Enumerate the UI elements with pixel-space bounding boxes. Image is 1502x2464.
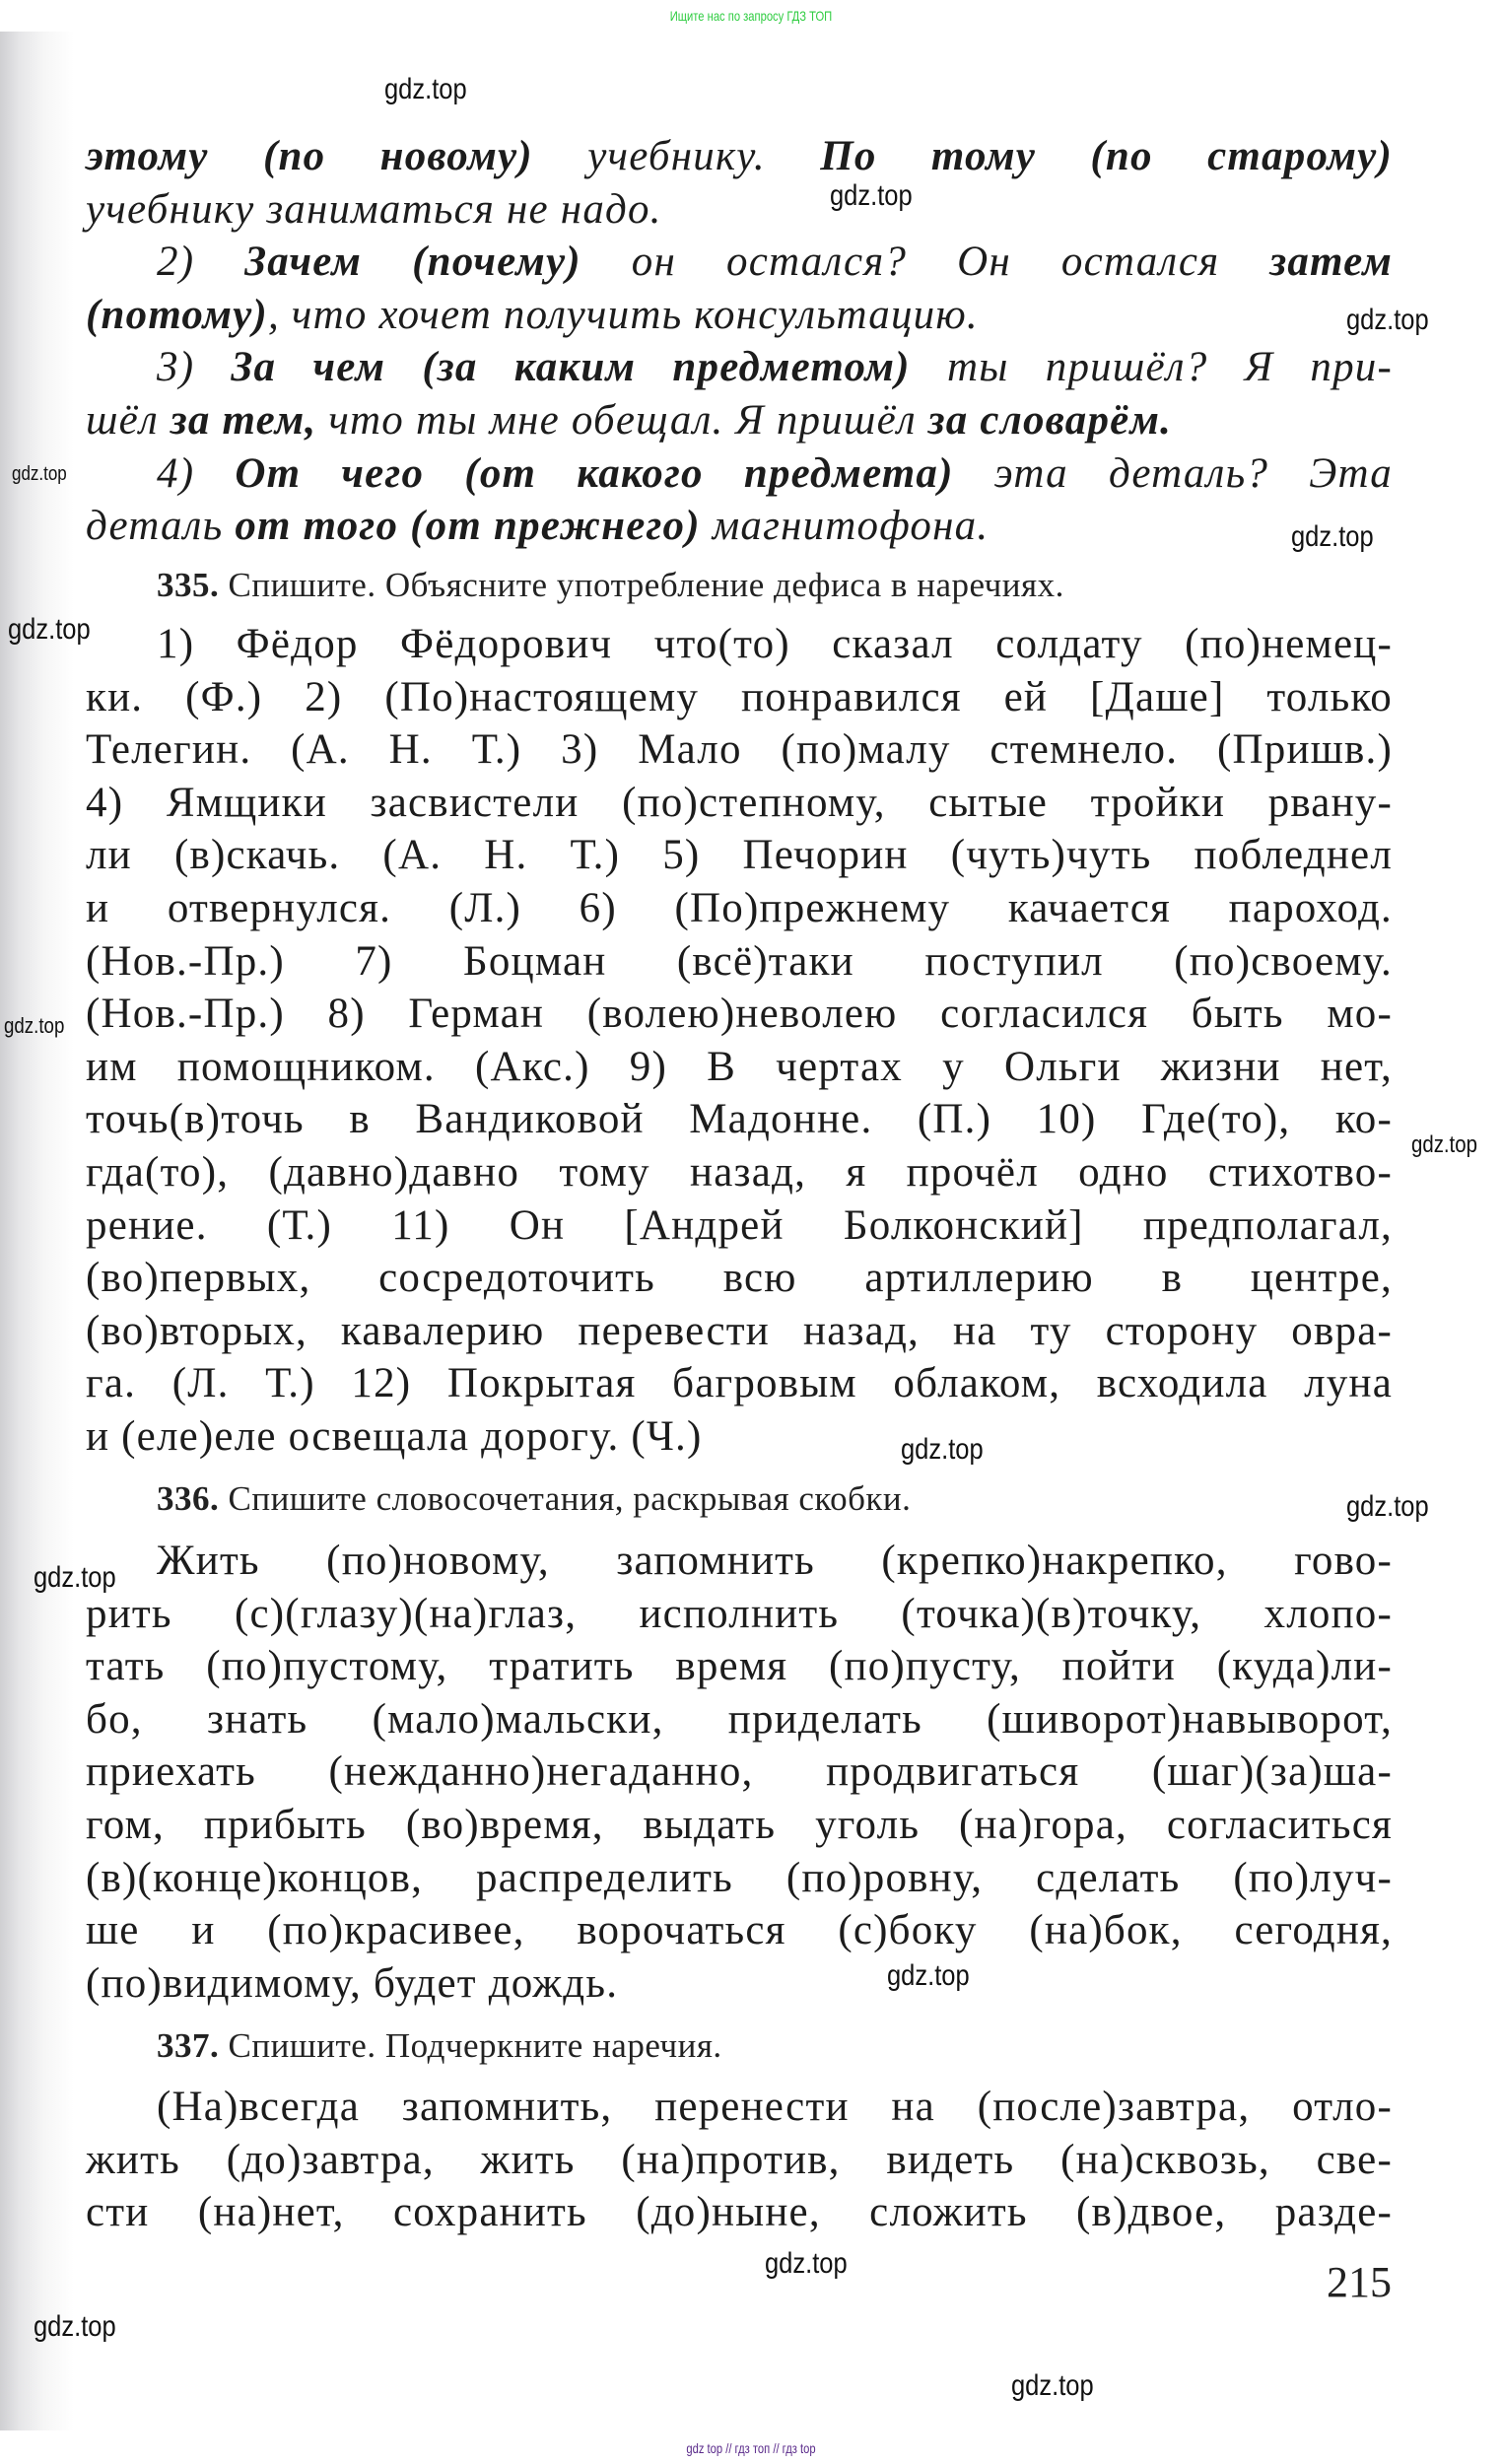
exercise-task: Спишите. Объясните употребление дефиса в наречиях. [228,566,1064,604]
text-line: (во)вторых, кавалерию перевести назад, на ту сторону овра- [86,1307,1393,1354]
text-line [86,130,1393,183]
watermark: gdz.top [8,613,91,646]
text-segment: эта деталь? Эта [953,449,1393,497]
highlighted-adverb: По тому (по старому) [820,133,1393,179]
text-line [86,289,1393,342]
text-line: (по)видимому, будет дождь. [86,1959,619,2007]
exercise-task: Спишите словосочетания, раскрывая скобки. [228,1479,912,1518]
highlighted-adverb: Зачем (почему) [244,239,581,286]
exercise-number: 336. [157,1479,220,1518]
text-line: и (еле)еле освещала дорогу. (Ч.) [86,1412,703,1460]
text-line: ли (в)скачь. (А. Н. Т.) 5) Печорин (чуть)чуть побледнел [86,832,1393,879]
text-line: и отвернулся. (Л.) 6) (По)прежнему качается пароход. [86,884,1393,931]
text-line: ки. (Ф.) 2) (По)настоящему понравился ей [Даше] только [86,673,1393,720]
search-hint-banner: Ищите нас по запросу ГДЗ ТОП [669,8,833,24]
watermark: gdz.top [4,1013,65,1038]
text-line: гда(то), (давно)давно тому назад, я прочёл одно стихотво- [86,1148,1393,1196]
exercise-336-text [86,1535,1393,2010]
page-number: 215 [1327,2258,1392,2306]
text-line: (в)(конце)концов, распределить (по)ровну, сделать (по)луч- [86,1854,1393,1901]
text-line: 1) Фёдор Фёдорович что(то) сказал солдату (по)немец- [157,621,1393,667]
text-line: 4) Ямщики засвистели (по)степному, сытые тройки рвану- [86,779,1393,826]
watermark: gdz.top [384,73,467,105]
highlighted-adverb: затем [1269,239,1393,286]
highlighted-adverb: От чего (от какого предмета) [235,449,954,497]
watermark: gdz.top [901,1433,984,1466]
watermark: gdz.top [765,2247,848,2280]
text-line: рение. (Т.) 11) Он [Андрей Болконский] предполагал, [86,1201,1393,1249]
intro-examples-block [86,130,1393,553]
text-line: сти (на)нет, сохранить (до)ныне, сложить (в)двое, разде- [86,2189,1393,2236]
text-segment: 4) [157,449,236,497]
text-line: (во)первых, сосредоточить всю артиллерию в центре, [86,1255,1393,1302]
text-line [86,394,1393,447]
text-line [86,447,1393,501]
text-line: точь(в)точь в Вандиковой Мадонне. (П.) 10) Где(то), ко- [86,1096,1393,1143]
highlighted-adverb: (потому) [86,291,268,338]
text-segment: магнитофона. [700,503,990,550]
text-line [86,500,1393,553]
footer-watermark-links: gdz top // гдз топ // гдз top [686,2440,816,2456]
exercise-number: 335. [157,566,220,604]
text-line: рить (с)(глазу)(на)глаз, исполнить (точка)(в)точку, хлопо- [86,1590,1393,1637]
text-line: жить (до)завтра, жить (на)против, видеть (на)сквозь, све- [86,2136,1393,2183]
text-line: гом, прибыть (во)время, выдать уголь (на)гора, согласиться [86,1801,1393,1848]
watermark: gdz.top [1291,520,1374,553]
text-line: приехать (нежданно)негаданно, продвигаться (шаг)(за)ша- [86,1748,1393,1796]
highlighted-adverb: этому (по новому) [86,133,533,179]
exercise-336-heading [157,1472,911,1526]
watermark: gdz.top [1346,304,1429,336]
exercise-337-heading [157,2019,722,2073]
text-line: тать (по)пустому, тратить время (по)пусту, пойти (куда)ли- [86,1643,1393,1690]
watermark: gdz.top [887,1959,970,1992]
text-segment: деталь [86,503,236,550]
watermark: gdz.top [34,2310,116,2343]
exercise-335-heading [157,559,1064,612]
text-line [86,236,1393,289]
watermark: gdz.top [830,179,913,212]
watermark: gdz.top [12,463,67,485]
text-line: (Нов.-Пр.) 7) Боцман (всё)таки поступил (по)своему. [86,937,1393,985]
watermark: gdz.top [1411,1131,1477,1158]
watermark: gdz.top [34,1561,116,1594]
text-segment: он остался? Он остался [580,239,1270,286]
text-line: бо, знать (мало)мальски, приделать (шиворот)навыворот, [86,1695,1393,1743]
text-segment: учебнику. [532,133,821,179]
exercise-337-text [86,2081,1393,2239]
text-line [86,341,1393,394]
text-segment: шёл [86,396,171,444]
text-line: им помощником. (Акс.) 9) В чертах у Ольги жизни нет, [86,1043,1393,1090]
text-line [86,183,1393,237]
highlighted-adverb: за словарём. [927,396,1173,444]
text-segment: учебнику заниматься не надо. [86,185,662,233]
highlighted-adverb: за тем, [170,396,317,444]
exercise-335-text [86,618,1393,1464]
exercise-task: Спишите. Подчеркните наречия. [228,2026,722,2065]
text-segment: 2) [157,239,245,286]
watermark: gdz.top [1011,2369,1094,2402]
text-segment: , что хочет получить консультацию. [267,291,979,338]
text-segment: ты пришёл? Я при- [910,344,1394,391]
text-line: га. (Л. Т.) 12) Покрытая багровым облаком, всходила луна [86,1360,1393,1407]
highlighted-adverb: За чем (за каким предметом) [231,344,911,391]
text-line: (На)всегда запомнить, перенести на (после)завтра, отло- [157,2084,1393,2130]
text-line: (Нов.-Пр.) 8) Герман (волею)неволею согласился быть мо- [86,991,1393,1038]
watermark: gdz.top [1346,1490,1429,1523]
text-segment: 3) [157,344,232,391]
text-line: Жить (по)новому, запомнить (крепко)накрепко, гово- [157,1538,1393,1584]
text-line: ше и (по)красивее, ворочаться (с)боку (на)бок, сегодня, [86,1907,1393,1954]
text-line: Телегин. (А. Н. Т.) 3) Мало (по)малу стемнело. (Пришв.) [86,726,1393,774]
text-segment: что ты мне обещал. Я пришёл [316,396,928,444]
exercise-number: 337. [157,2026,220,2065]
highlighted-adverb: от того (от прежнего) [235,503,701,550]
